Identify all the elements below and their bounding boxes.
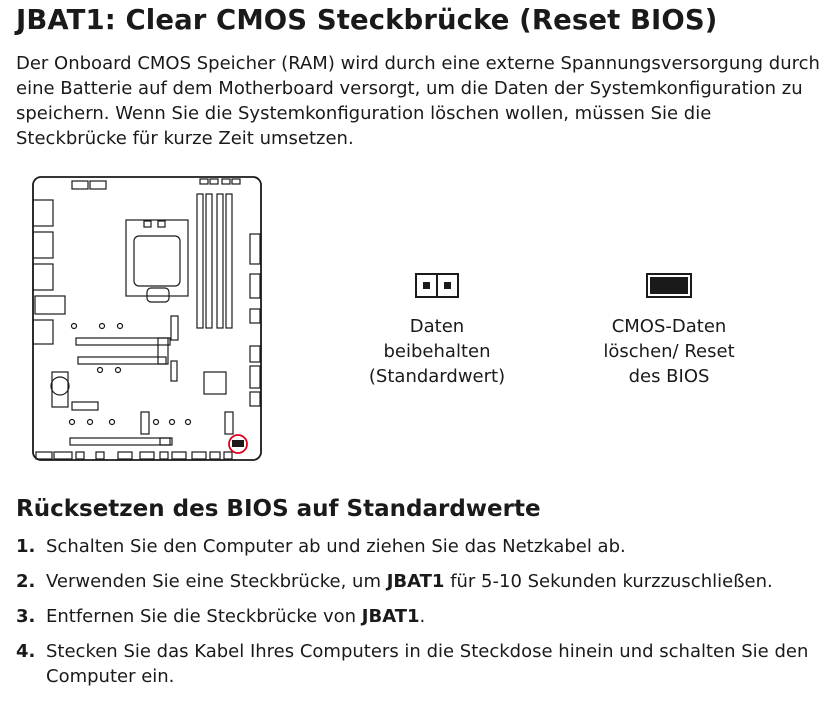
- jumper-caption-clear: CMOS-Daten löschen/ Reset des BIOS: [603, 316, 735, 387]
- steps-list: [16, 534, 816, 689]
- list-item: 4. Stecken Sie das Kabel Ihres Computers in die Steckdose hinein und schalten Sie den Computer ein.: [16, 641, 809, 687]
- list-item: 1. Schalten Sie den Computer ab und ziehen Sie das Netzkabel ab.: [16, 536, 626, 557]
- page-title: JBAT1: Clear CMOS Steckbrücke (Reset BIOS): [16, 4, 718, 36]
- section-title: Rücksetzen des BIOS auf Standardwerte: [16, 496, 541, 522]
- closed-jumper-icon: [646, 273, 692, 299]
- list-item: 3. Entfernen Sie die Steckbrücke von JBAT1.: [16, 606, 426, 627]
- motherboard-diagram: [32, 176, 264, 464]
- intro-paragraph: Der Onboard CMOS Speicher (RAM) wird durch eine externe Spannungsversorgung durch eine Batterie auf dem Motherboard versorgt, um die Daten der Systemkonfiguration zu speichern. Wenn Sie die Systemkonfiguration löschen wollen, müssen Sie die Steckbrücke für kurze Zeit umsetzen.: [16, 53, 820, 149]
- open-jumper-icon: [415, 273, 459, 299]
- list-item: 2. Verwenden Sie eine Steckbrücke, um JBAT1 für 5-10 Sekunden kurzzuschließen.: [16, 571, 773, 592]
- jumper-caption-keep: Daten beibehalten (Standardwert): [368, 316, 506, 387]
